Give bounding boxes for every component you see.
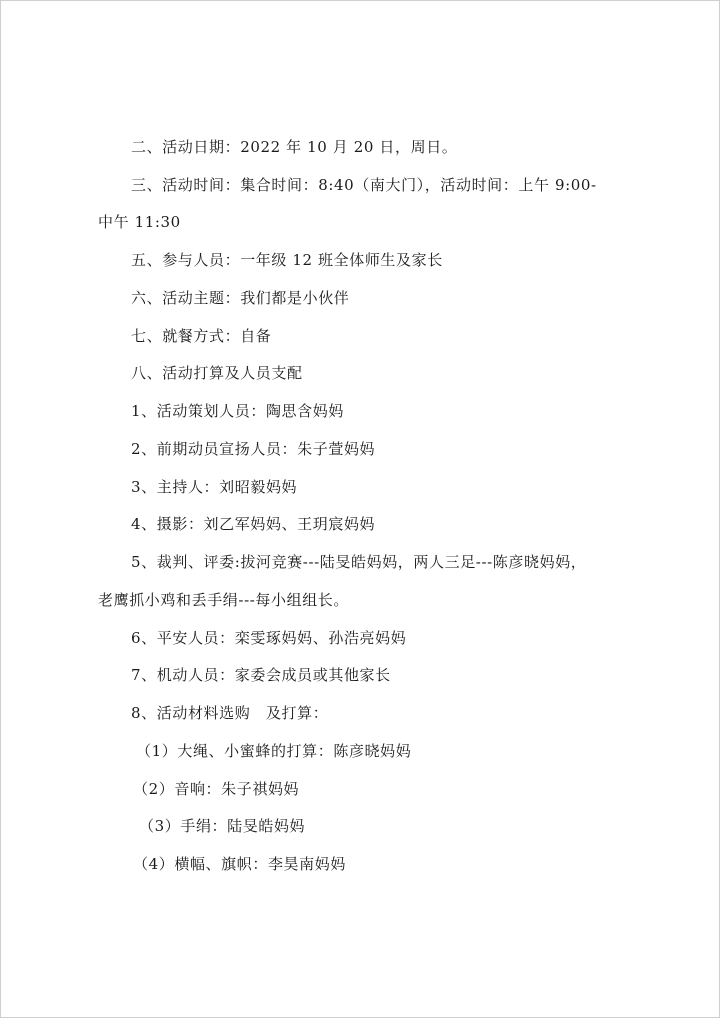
theme-line: 六、活动主题：我们都是小伙伴 — [131, 289, 350, 307]
host-line: 3、主持人：刘昭毅妈妈 — [131, 478, 298, 496]
meal-line: 七、就餐方式：自备 — [131, 327, 272, 345]
activity-time-continued-line: 中午 11:30 — [98, 213, 181, 231]
materials-item-1: （1）大绳、小蜜蜂的打算：陈彦晓妈妈 — [136, 742, 412, 760]
materials-item-3: （3）手绢：陆旻皓妈妈 — [139, 817, 306, 835]
judges-continued-line: 老鹰抓小鸡和丢手绢---每小组组长。 — [98, 591, 350, 609]
standby-line: 7、机动人员：家委会成员或其他家长 — [131, 666, 391, 684]
planner-line: 1、活动策划人员：陶思含妈妈 — [131, 402, 344, 420]
activity-time-line: 三、活动时间：集合时间：8:40（南大门），活动时间：上午 9:00- — [131, 176, 597, 194]
materials-item-2: （2）音响：朱子祺妈妈 — [133, 780, 300, 798]
materials-item-4: （4）横幅、旗帜：李昊南妈妈 — [133, 855, 346, 873]
participants-line: 五、参与人员：一年级 12 班全体师生及家长 — [131, 251, 443, 269]
judges-line: 5、裁判、评委:拔河竞赛---陆旻皓妈妈，两人三足---陈彦晓妈妈， — [131, 553, 587, 571]
activity-date-line: 二、活动日期：2022 年 10 月 20 日，周日。 — [131, 138, 458, 156]
publicity-line: 2、前期动员宣扬人员：朱子萱妈妈 — [131, 440, 376, 458]
materials-heading-line: 8、活动材料选购 及打算： — [131, 704, 329, 722]
plan-heading-line: 八、活动打算及人员支配 — [131, 364, 303, 382]
photography-line: 4、摄影：刘乙军妈妈、王玥宸妈妈 — [131, 515, 376, 533]
safety-line: 6、平安人员：栾雯琢妈妈、孙浩亮妈妈 — [131, 629, 407, 647]
